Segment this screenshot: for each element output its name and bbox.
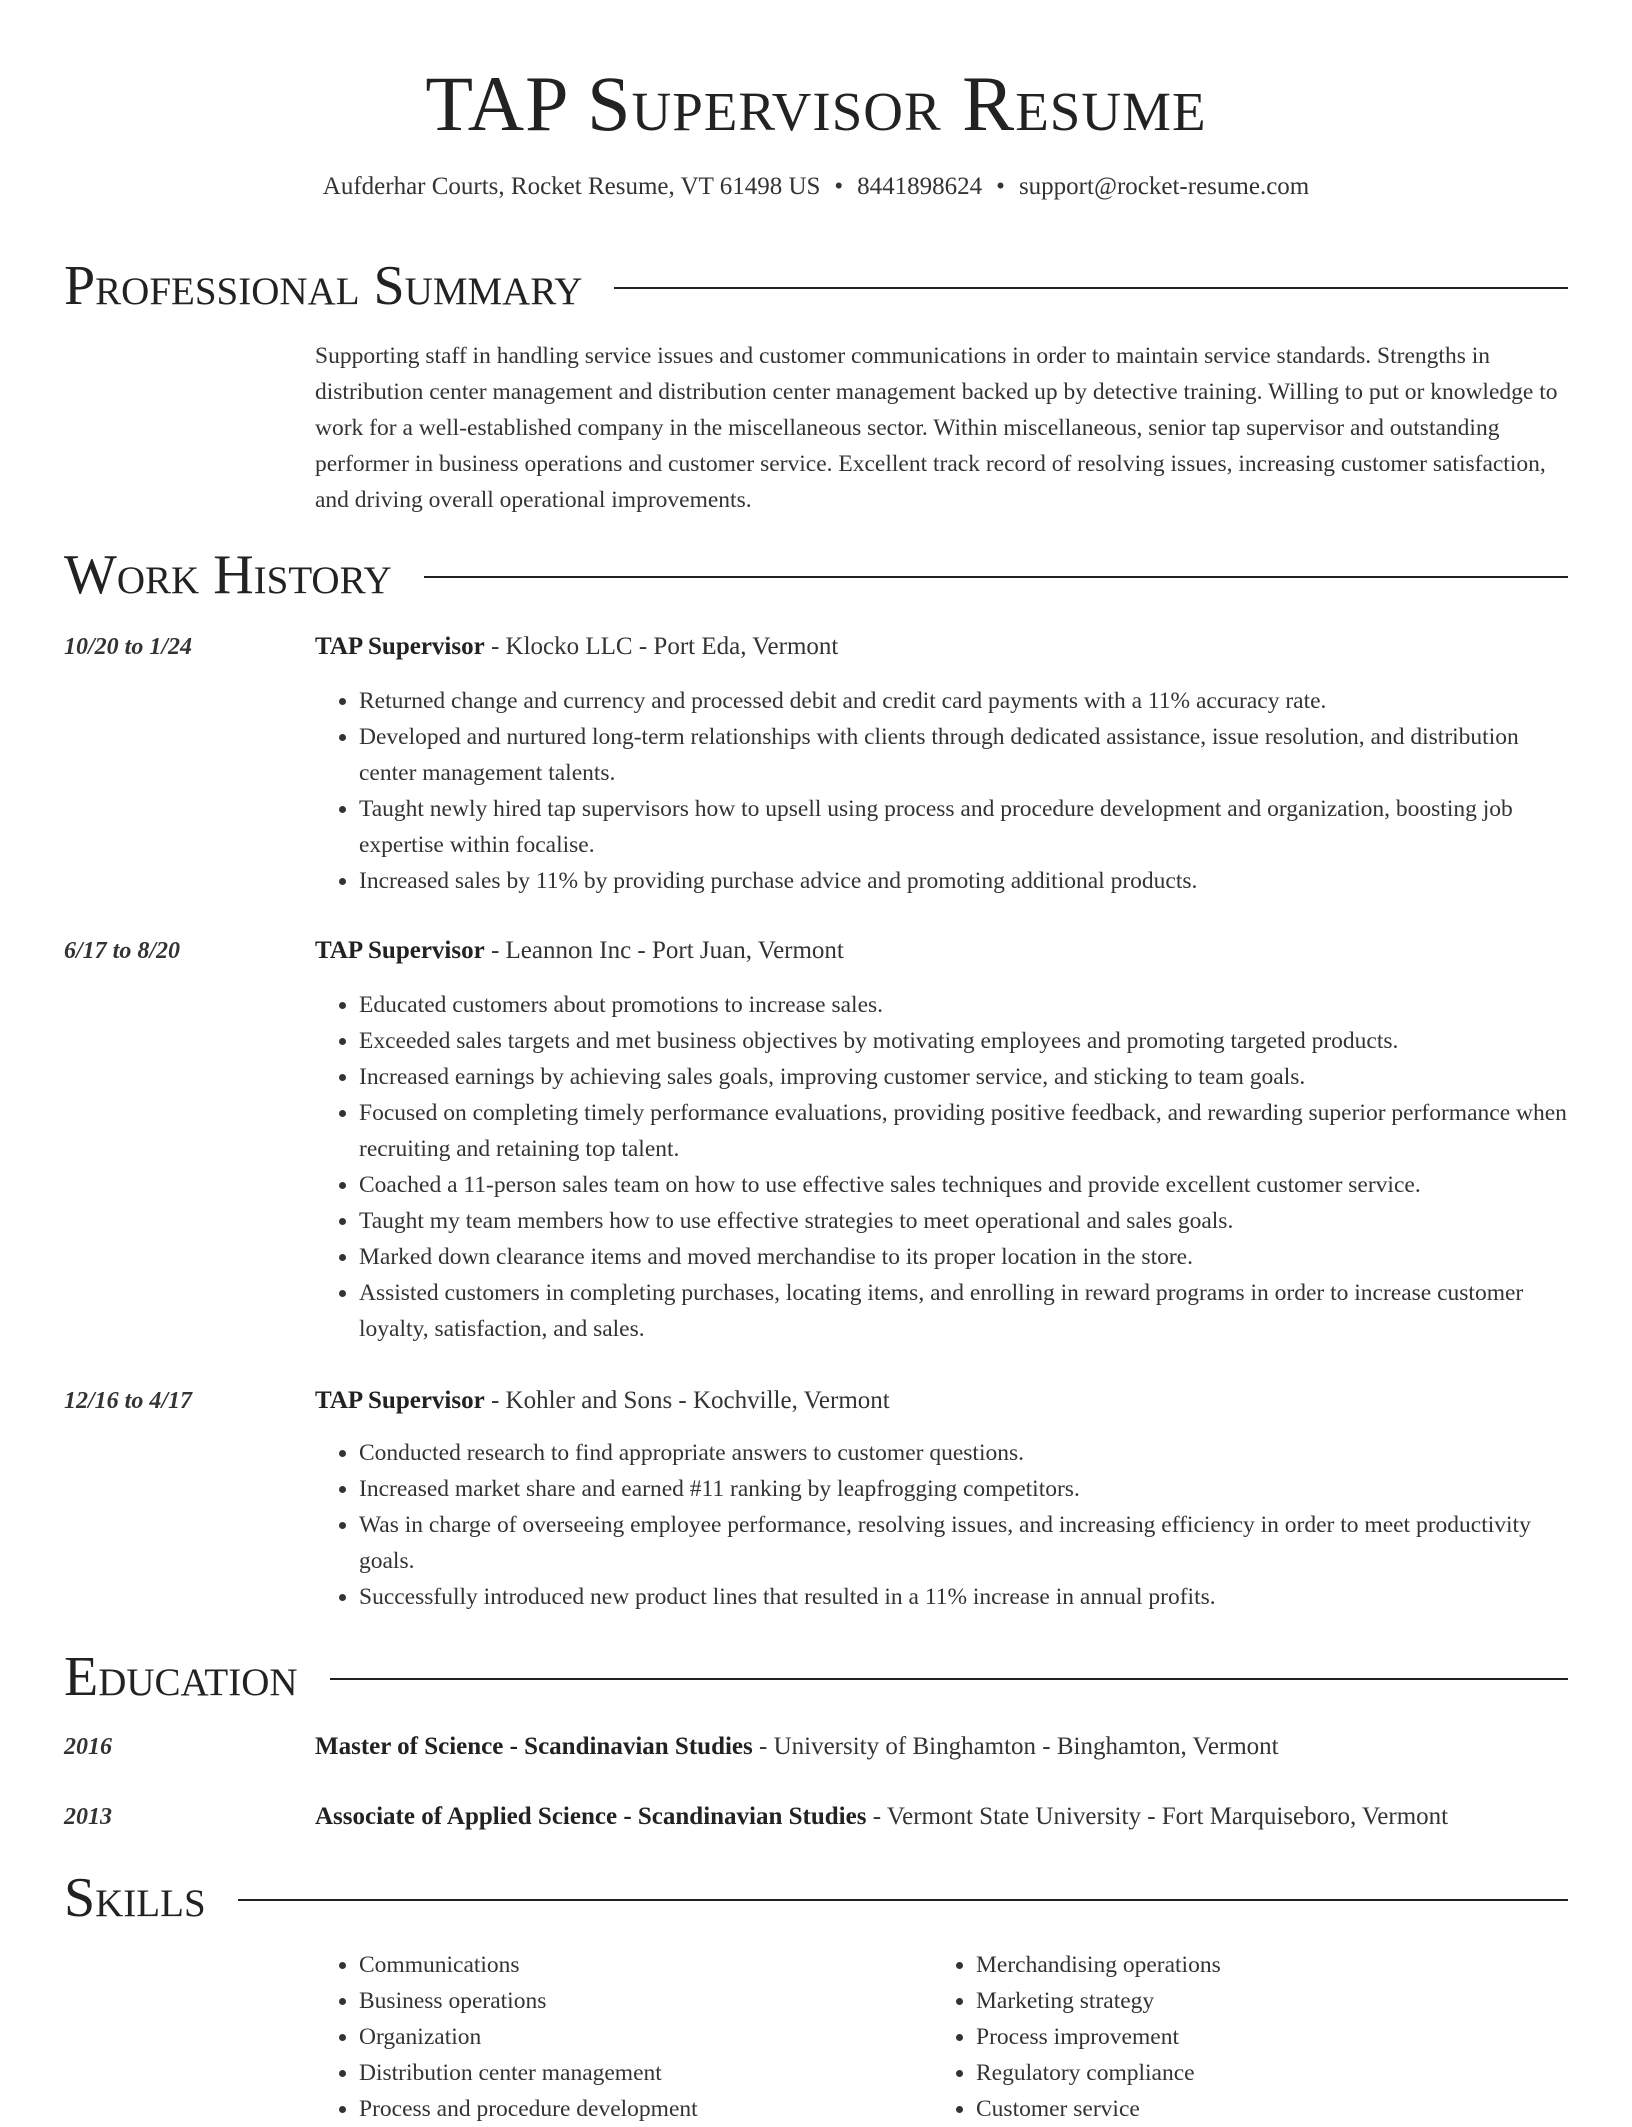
contact-line xyxy=(64,172,1568,202)
job-heading xyxy=(315,933,1568,969)
skill-item: • Marketing strategy xyxy=(976,1983,1532,2019)
skill-item: • Organization xyxy=(359,2019,915,2055)
education-section-header xyxy=(64,1645,1568,1709)
job-bullet: • Increased sales by 11% by providing purchase advice and promoting additional products. xyxy=(359,863,1568,899)
education-details: - Vermont State University - Fort Marquiseboro, Vermont xyxy=(866,1803,1449,1830)
job-bullet: • Focused on completing timely performance evaluations, providing positive feedback, and rewarding superior performance when recruiting and retaining top talent. xyxy=(359,1095,1568,1167)
skill-item: • Regulatory compliance xyxy=(976,2055,1532,2091)
job-details: - Klocko LLC - Port Eda, Vermont xyxy=(484,633,839,660)
job-bullets xyxy=(315,683,1568,899)
job-bullet: • Increased earnings by achieving sales goals, improving customer service, and sticking to team goals. xyxy=(359,1059,1568,1095)
job-role: TAP Supervisor xyxy=(315,1387,485,1414)
summary-text: Supporting staff in handling service issues and customer communications in order to maintain service standards. Strengths in distribution center management and distribution center management backed up by detective training. Willing to put or knowledge to work for a well-established company in the miscellaneous sector. Within miscellaneous, senior tap supervisor and outstanding performer in business operations and customer service. Excellent track record of resolving issues, increasing customer satisfaction, and driving overall operational improvements. xyxy=(315,343,1558,513)
contact-address: Aufderhar Courts, Rocket Resume, VT 61498 US xyxy=(322,173,821,200)
job-bullet: • Taught my team members how to use effective strategies to meet operational and sales goals. xyxy=(359,1203,1568,1239)
job-bullet: • Coached a 11-person sales team on how to use effective sales techniques and provide excellent customer service. xyxy=(359,1167,1568,1203)
job-heading xyxy=(315,1383,1568,1419)
education-heading-line xyxy=(315,1729,1568,1765)
section-divider xyxy=(238,1899,1568,1901)
skills-list-right xyxy=(932,1947,1532,2127)
contact-phone: 8441898624 xyxy=(857,173,983,200)
job-heading xyxy=(315,629,1568,665)
skill-item: • Process improvement xyxy=(976,2019,1532,2055)
summary-heading: Professional Summary xyxy=(64,255,583,317)
job-bullet: • Assisted customers in completing purchases, locating items, and enrolling in reward programs in order to increase customer loyalty, satisfaction, and sales. xyxy=(359,1275,1568,1347)
education-heading: Education xyxy=(64,1646,298,1708)
work-section-header xyxy=(64,543,1568,607)
job-bullet: • Was in charge of overseeing employee performance, resolving issues, and increasing efficiency in order to meet productivity goals. xyxy=(359,1507,1568,1579)
section-divider xyxy=(330,1678,1568,1680)
job-bullet: • Increased market share and earned #11 ranking by leapfrogging competitors. xyxy=(359,1471,1568,1507)
education-degree: Associate of Applied Science - Scandinavian Studies xyxy=(315,1803,867,1830)
contact-email: support@rocket-resume.com xyxy=(1018,173,1310,200)
job-role: TAP Supervisor xyxy=(315,633,485,660)
job-details: - Leannon Inc - Port Juan, Vermont xyxy=(484,937,844,964)
skill-item: • Business operations xyxy=(359,1983,915,2019)
skills-heading: Skills xyxy=(64,1867,206,1929)
education-degree: Master of Science - Scandinavian Studies xyxy=(315,1733,753,1760)
education-heading-line xyxy=(315,1799,1568,1835)
skill-item: • Customer service xyxy=(976,2091,1532,2127)
education-year: 2016 xyxy=(64,1734,112,1760)
skills-section-header xyxy=(64,1866,1568,1930)
job-dates: 6/17 to 8/20 xyxy=(64,938,181,964)
contact-separator: • xyxy=(834,173,844,200)
education-year: 2013 xyxy=(64,1804,112,1830)
job-bullet: • Exceeded sales targets and met business objectives by motivating employees and promoting targeted products. xyxy=(359,1023,1568,1059)
job-dates: 10/20 to 1/24 xyxy=(64,634,193,660)
job-bullet: • Educated customers about promotions to increase sales. xyxy=(359,987,1568,1023)
job-bullet: • Conducted research to find appropriate answers to customer questions. xyxy=(359,1435,1568,1471)
job-role: TAP Supervisor xyxy=(315,937,485,964)
skill-item: • Process and procedure development xyxy=(359,2091,915,2127)
job-bullet: • Taught newly hired tap supervisors how to upsell using process and procedure development and organization, boosting job expertise within focalise. xyxy=(359,791,1568,863)
skill-item: • Distribution center management xyxy=(359,2055,915,2091)
skill-item: • Merchandising operations xyxy=(976,1947,1532,1983)
skills-list-left xyxy=(315,1947,915,2127)
resume-title: TAP Supervisor Resume xyxy=(425,60,1207,147)
job-bullets xyxy=(315,1435,1568,1615)
job-bullet: • Successfully introduced new product lines that resulted in a 11% increase in annual profits. xyxy=(359,1579,1568,1615)
job-bullet: • Marked down clearance items and moved merchandise to its proper location in the store. xyxy=(359,1239,1568,1275)
contact-separator: • xyxy=(996,173,1005,200)
job-bullets xyxy=(315,987,1568,1347)
resume-page xyxy=(64,0,1568,2122)
section-divider xyxy=(424,576,1568,578)
skill-item: • Communications xyxy=(359,1947,915,1983)
job-bullet: • Developed and nurtured long-term relationships with clients through dedicated assistance, issue resolution, and distribution center management talents. xyxy=(359,719,1568,791)
education-details: - University of Binghamton - Binghamton, Vermont xyxy=(752,1733,1279,1760)
job-dates: 12/16 to 4/17 xyxy=(64,1388,193,1414)
work-history-heading: Work History xyxy=(64,544,392,606)
section-divider xyxy=(614,287,1568,289)
summary-section-header xyxy=(64,254,1568,318)
job-details: - Kohler and Sons - Kochville, Vermont xyxy=(484,1387,890,1414)
job-bullet: • Returned change and currency and processed debit and credit card payments with a 11% accuracy rate. xyxy=(359,683,1568,719)
